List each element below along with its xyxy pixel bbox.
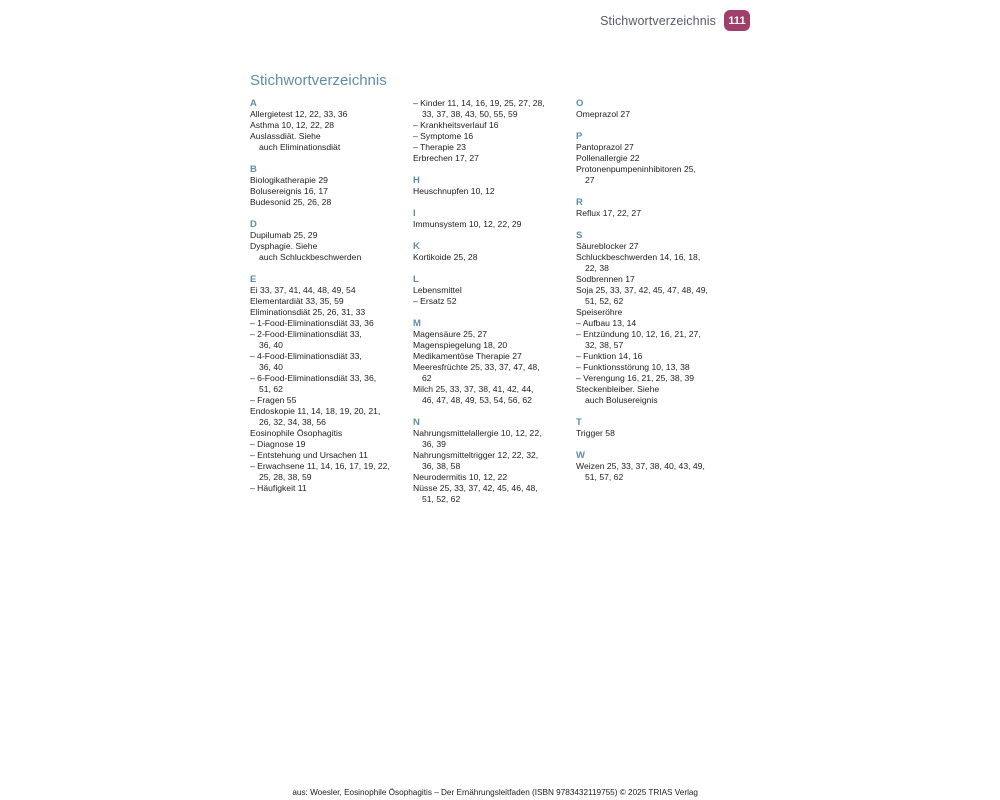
- index-letter: E: [250, 274, 257, 285]
- index-entry: Allergietest 12, 22, 33, 36: [250, 109, 348, 119]
- index-section: [250, 274, 410, 494]
- index-letter: N: [413, 417, 420, 428]
- index-entry: – Symptome 16: [413, 131, 474, 141]
- index-title: Stichwortverzeichnis: [250, 72, 387, 89]
- index-column-2: [413, 98, 573, 516]
- index-entry: – 6-Food-Eliminationsdiät 33, 36,: [250, 373, 377, 383]
- index-entry: Magenspiegelung 18, 20: [413, 340, 508, 350]
- index-letter: S: [576, 230, 583, 241]
- index-entry: Lebensmittel: [413, 285, 462, 295]
- index-letter: B: [250, 164, 257, 175]
- index-section: [413, 208, 573, 230]
- index-entry: Steckenbleiber. Siehe: [576, 384, 660, 394]
- index-entry: Pollenallergie 22: [576, 153, 640, 163]
- index-section: [413, 241, 573, 263]
- index-section: [413, 417, 573, 505]
- index-entry: Medikamentöse Therapie 27: [413, 351, 522, 361]
- index-entry: auch Bolusereignis: [585, 395, 658, 405]
- index-entry: Dupilumab 25, 29: [250, 230, 318, 240]
- index-entry: – Entstehung und Ursachen 11: [250, 450, 368, 460]
- index-entry: – Aufbau 13, 14: [576, 318, 637, 328]
- index-entry: Soja 25, 33, 37, 42, 45, 47, 48, 49,: [576, 285, 708, 295]
- index-entry: 51, 52, 62: [422, 494, 461, 504]
- index-entry: Protonenpumpeninhibitoren 25,: [576, 164, 696, 174]
- index-entry: Erbrechen 17, 27: [413, 153, 479, 163]
- running-header: [600, 10, 750, 31]
- index-entry: – Entzündung 10, 12, 16, 21, 27,: [576, 329, 701, 339]
- index-entry: Säureblocker 27: [576, 241, 639, 251]
- index-entry: 25, 28, 38, 59: [259, 472, 312, 482]
- index-section: [576, 98, 736, 120]
- index-entry: Ei 33, 37, 41, 44, 48, 49, 54: [250, 285, 356, 295]
- index-entry: 62: [422, 373, 432, 383]
- index-entry: Nahrungsmittelallergie 10, 12, 22,: [413, 428, 542, 438]
- index-section: [413, 98, 573, 164]
- copyright-footer: aus: Woesler, Eosinophile Ösophagitis – Der Ernährungsleitfaden (ISBN 9783432119755) © 2025 TRIAS Verlag: [292, 788, 698, 797]
- index-section: [576, 417, 736, 439]
- index-entry: Speiseröhre: [576, 307, 623, 317]
- index-entry: Trigger 58: [576, 428, 615, 438]
- index-section: [576, 230, 736, 406]
- index-letter: P: [576, 131, 583, 142]
- index-section: [413, 274, 573, 307]
- index-entry: Sodbrennen 17: [576, 274, 635, 284]
- index-entry: 36, 40: [259, 340, 283, 350]
- index-entry: auch Eliminationsdiät: [259, 142, 341, 152]
- index-entry: Pantoprazol 27: [576, 142, 634, 152]
- index-letter: L: [413, 274, 419, 285]
- index-entry: Eliminationsdiät 25, 26, 31, 33: [250, 307, 366, 317]
- index-entry: Nüsse 25, 33, 37, 42, 45, 46, 48,: [413, 483, 538, 493]
- index-entry: Endoskopie 11, 14, 18, 19, 20, 21,: [250, 406, 381, 416]
- index-entry: Omeprazol 27: [576, 109, 630, 119]
- index-entry: Bolusereignis 16, 17: [250, 186, 328, 196]
- index-section: [250, 98, 410, 153]
- index-entry: auch Schluckbeschwerden: [259, 252, 362, 262]
- index-entry: – Häufigkeit 11: [250, 483, 307, 493]
- index-letter: R: [576, 197, 583, 208]
- index-entry: – Ersatz 52: [413, 296, 457, 306]
- index-entry: – Funktionsstörung 10, 13, 38: [576, 362, 690, 372]
- index-entry: Magensäure 25, 27: [413, 329, 488, 339]
- index-section: [413, 175, 573, 197]
- index-entry: 51, 52, 62: [585, 296, 624, 306]
- index-letter: D: [250, 219, 257, 230]
- running-title: Stichwortverzeichnis: [600, 13, 716, 28]
- index-entry: Dysphagie. Siehe: [250, 241, 318, 251]
- index-entry: 22, 38: [585, 263, 609, 273]
- index-entry: Weizen 25, 33, 37, 38, 40, 43, 49,: [576, 461, 705, 471]
- index-entry: – 1-Food-Eliminationsdiät 33, 36: [250, 318, 374, 328]
- index-entry: – 4-Food-Eliminationsdiät 33,: [250, 351, 362, 361]
- index-letter: A: [250, 98, 257, 109]
- index-entry: – Kinder 11, 14, 16, 19, 25, 27, 28,: [413, 98, 545, 108]
- index-letter: T: [576, 417, 582, 428]
- index-section: [576, 131, 736, 186]
- index-entry: – Verengung 16, 21, 25, 38, 39: [576, 373, 695, 383]
- index-entry: – Therapie 23: [413, 142, 466, 152]
- index-entry: 36, 39: [422, 439, 446, 449]
- index-entry: Biologikatherapie 29: [250, 175, 328, 185]
- index-entry: Immunsystem 10, 12, 22, 29: [413, 219, 522, 229]
- index-letter: M: [413, 318, 421, 329]
- index-entry: – Erwachsene 11, 14, 16, 17, 19, 22,: [250, 461, 390, 471]
- index-entry: Nahrungsmitteltrigger 12, 22, 32,: [413, 450, 539, 460]
- index-section: [250, 164, 410, 208]
- index-entry: 27: [585, 175, 595, 185]
- index-letter: O: [576, 98, 584, 109]
- index-entry: 26, 32, 34, 38, 56: [259, 417, 326, 427]
- index-letter: I: [413, 208, 416, 219]
- index-entry: Milch 25, 33, 37, 38, 41, 42, 44,: [413, 384, 534, 394]
- index-entry: 36, 40: [259, 362, 283, 372]
- index-entry: Meeresfrüchte 25, 33, 37, 47, 48,: [413, 362, 540, 372]
- index-entry: 32, 38, 57: [585, 340, 624, 350]
- index-column-3: [576, 98, 736, 494]
- index-column-1: [250, 98, 410, 505]
- index-letter: W: [576, 450, 585, 461]
- index-letter: K: [413, 241, 420, 252]
- index-entry: Heuschnupfen 10, 12: [413, 186, 495, 196]
- index-entry: 51, 62: [259, 384, 283, 394]
- index-entry: Neurodermitis 10, 12, 22: [413, 472, 508, 482]
- index-section: [576, 197, 736, 219]
- index-section: [413, 318, 573, 406]
- index-entry: Kortikoide 25, 28: [413, 252, 478, 262]
- index-entry: – 2-Food-Eliminationsdiät 33,: [250, 329, 362, 339]
- index-entry: 51, 57, 62: [585, 472, 624, 482]
- index-entry: Elementardiät 33, 35, 59: [250, 296, 344, 306]
- index-entry: Asthma 10, 12, 22, 28: [250, 120, 335, 130]
- index-letter: H: [413, 175, 420, 186]
- index-entry: – Funktion 14, 16: [576, 351, 643, 361]
- index-entry: 46, 47, 48, 49, 53, 54, 56, 62: [422, 395, 532, 405]
- index-entry: – Krankheitsverlauf 16: [413, 120, 499, 130]
- index-entry: – Fragen 55: [250, 395, 297, 405]
- index-entry: 36, 38, 58: [422, 461, 461, 471]
- index-section: [576, 450, 736, 483]
- index-entry: Schluckbeschwerden 14, 16, 18,: [576, 252, 701, 262]
- index-section: [250, 219, 410, 263]
- index-entry: – Diagnose 19: [250, 439, 306, 449]
- page-number-badge: 111: [724, 10, 750, 31]
- index-entry: 33, 37, 38, 43, 50, 55, 59: [422, 109, 518, 119]
- index-entry: Auslassdiät. Siehe: [250, 131, 321, 141]
- index-entry: Eosinophile Ösophagitis: [250, 428, 343, 438]
- index-entry: Budesonid 25, 26, 28: [250, 197, 332, 207]
- index-entry: Reflux 17, 22, 27: [576, 208, 641, 218]
